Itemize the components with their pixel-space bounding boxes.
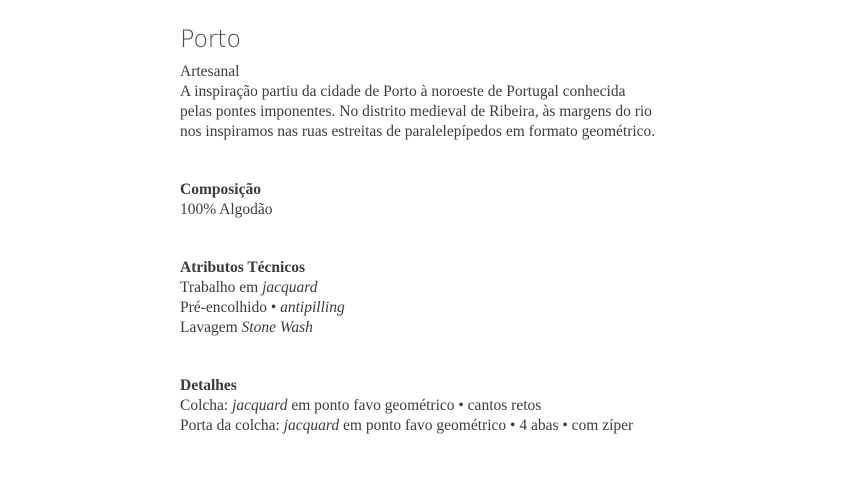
detail-prefix: Porta da colcha: bbox=[180, 417, 284, 434]
technical-attributes-heading: Atributos Técnicos bbox=[180, 259, 306, 276]
attribute-line bbox=[180, 318, 660, 338]
attribute-italic: Stone Wash bbox=[241, 319, 313, 336]
composition-section bbox=[180, 180, 660, 220]
detail-line bbox=[180, 396, 660, 416]
detail-prefix: Colcha: bbox=[180, 397, 233, 414]
attribute-text: Trabalho em bbox=[180, 279, 263, 296]
product-details bbox=[180, 24, 660, 436]
composition-heading: Composição bbox=[180, 181, 261, 198]
details-section bbox=[180, 376, 660, 436]
detail-italic: jacquard bbox=[283, 417, 340, 434]
attribute-italic: jacquard bbox=[262, 279, 318, 296]
product-subtitle: Artesanal bbox=[180, 63, 240, 80]
details-heading: Detalhes bbox=[180, 377, 237, 394]
attribute-line bbox=[180, 278, 660, 298]
detail-suffix: em ponto favo geométrico • cantos retos bbox=[287, 397, 542, 414]
technical-attributes-section bbox=[180, 258, 660, 338]
detail-italic: jacquard bbox=[232, 397, 288, 414]
detail-suffix: em ponto favo geométrico • 4 abas • com zíper bbox=[339, 417, 634, 434]
product-description: A inspiração partiu da cidade de Porto à noroeste de Portugal conhecida pelas pontes imponentes. No distrito medieval de Ribeira, às margens do rio nos inspiramos nas ruas estreitas de paralelepípedos em formato geométrico. bbox=[180, 83, 656, 140]
attribute-line bbox=[180, 298, 660, 318]
attribute-text: Lavagem bbox=[180, 319, 242, 336]
detail-line bbox=[180, 416, 660, 436]
composition-value: 100% Algodão bbox=[180, 201, 273, 218]
attribute-italic: antipilling bbox=[280, 299, 345, 316]
product-title: Porto bbox=[180, 25, 241, 53]
attribute-text: Pré-encolhido • bbox=[180, 299, 281, 316]
